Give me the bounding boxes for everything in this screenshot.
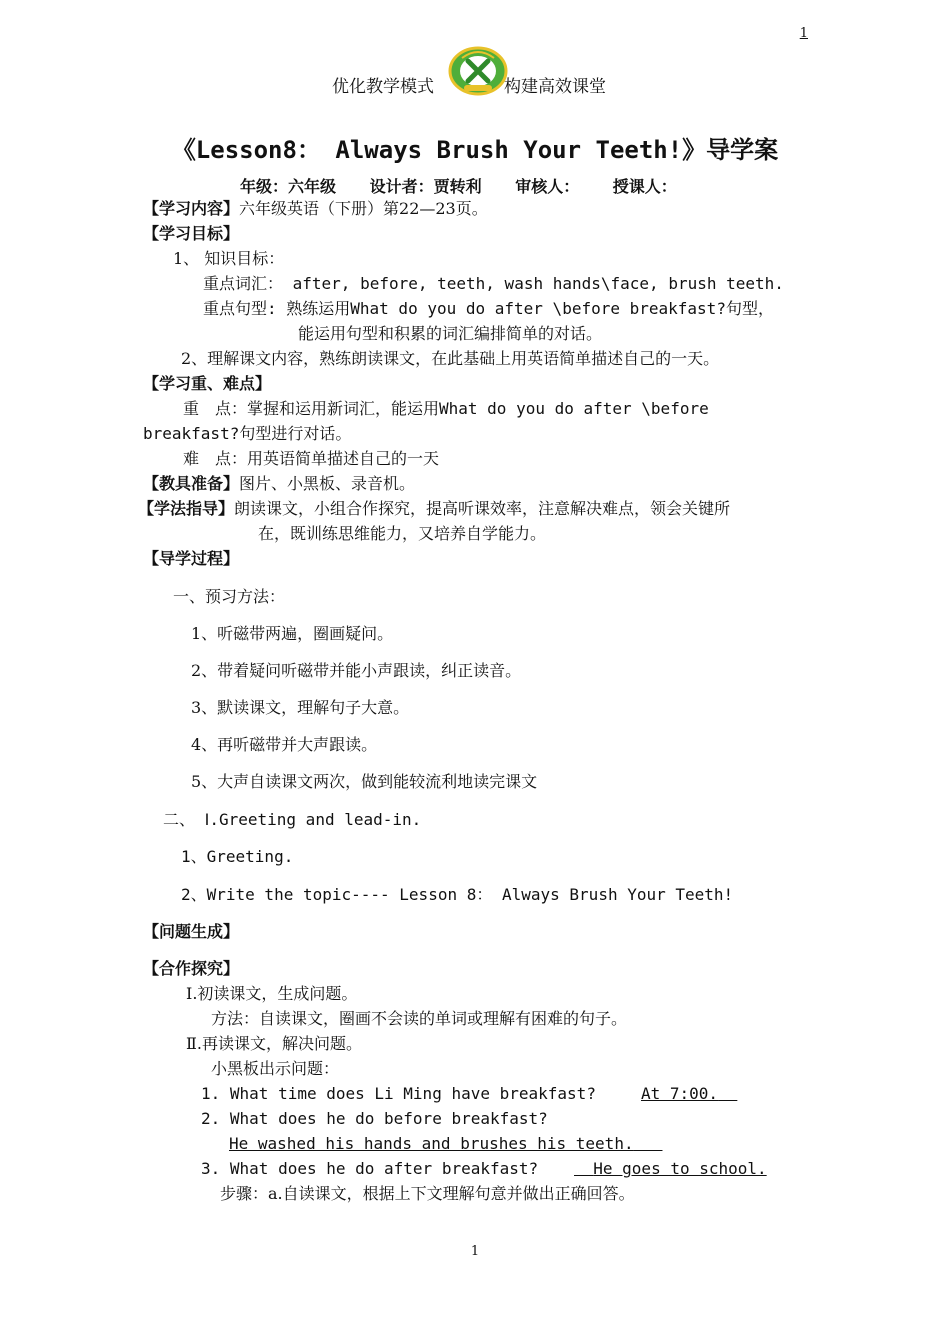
method-section: [138, 499, 730, 519]
question-3: 3. What does he do after breakfast?: [201, 1159, 539, 1178]
part2-title: 二、 Ⅰ.Greeting and lead-in.: [163, 810, 422, 829]
reviewer-label: 审核人：: [515, 177, 580, 196]
inquiry-step-1-method: 方法：自读课文，圈画不会读的单词或理解有困难的句子。: [211, 1009, 628, 1028]
difficult-point: 难 点：用英语简单描述自己的一天: [183, 449, 440, 468]
process-label: 【导学过程】: [143, 549, 240, 568]
method-text-2: 在，既训练思维能力，又培养自学能力。: [258, 524, 547, 543]
goals-vocab: 重点词汇： after, before, teeth, wash hands\face, brush teeth.: [203, 274, 784, 293]
content-text: 六年级英语（下册）第22—23页。: [239, 199, 488, 218]
goals-label: 【学习目标】: [143, 224, 240, 243]
goals-sentence1: 重点句型: 熟练运用What do you do after \before breakfast?句型，: [203, 299, 774, 318]
inquiry-step-2: Ⅱ.再读课文，解决问题。: [186, 1034, 362, 1053]
preview-step-1: 1、听磁带两遍，圈画疑问。: [191, 624, 394, 643]
materials-section: [143, 474, 415, 494]
topic-line: 2、Write the topic---- Lesson 8： Always Brush Your Teeth!: [181, 885, 734, 904]
preview-title: 一、预习方法：: [173, 587, 286, 606]
answer-1-text: At 7:00.: [641, 1084, 719, 1103]
content-label: 【学习内容】: [143, 199, 240, 218]
question-1: 1. What time does Li Ming have breakfast?: [201, 1084, 596, 1103]
goals-sentence2: 能运用句型和积累的词汇编排简单的对话。: [298, 324, 603, 343]
header-left-text: 优化教学模式: [332, 77, 434, 97]
method-text-1: 朗读课文，小组合作探究，提高听课效率，注意解决难点，领会关键所: [234, 499, 731, 518]
answer-2: [229, 1134, 662, 1154]
key-point-1: 重 点：掌握和运用新词汇，能运用What do you do after \before: [183, 399, 709, 418]
answer-2-text: He washed his hands and brushes his teeth.: [229, 1134, 634, 1153]
greeting-line: 1、Greeting.: [181, 847, 294, 866]
school-logo-icon: [448, 46, 508, 96]
key-point-2: breakfast?句型进行对话。: [143, 424, 352, 443]
teacher-label: 授课人：: [612, 177, 677, 196]
preview-step-4: 4、再听磁带并大声跟读。: [191, 735, 378, 754]
answer-1: [641, 1084, 737, 1104]
method-label: 【学法指导】: [138, 499, 235, 518]
preview-step-3: 3、默读课文，理解句子大意。: [191, 698, 410, 717]
content-section: [143, 199, 488, 219]
answer-3: [574, 1159, 767, 1179]
grade-label: 年级：六年级: [240, 177, 337, 196]
question-2: 2. What does he do before breakfast?: [201, 1109, 548, 1128]
goals-item2: 2、理解课文内容，熟练朗读课文，在此基础上用英语简单描述自己的一天。: [181, 349, 720, 368]
preview-step-2: 2、带着疑问听磁带并能小声跟读，纠正读音。: [191, 661, 522, 680]
preview-step-5: 5、大声自读课文两次，做到能较流利地读完课文: [191, 772, 538, 791]
goals-item1: 1、 知识目标：: [173, 249, 285, 268]
inquiry-step-1: Ⅰ.初读课文，生成问题。: [186, 984, 358, 1003]
procedure-line: 步骤：a.自读课文，根据上下文理解句意并做出正确回答。: [220, 1184, 635, 1203]
header-right-text: 构建高效课堂: [504, 77, 606, 97]
key-points-label: 【学习重、难点】: [143, 374, 272, 393]
page-number-top: 1: [799, 26, 808, 41]
inquiry-label: 【合作探究】: [143, 959, 240, 978]
answer-3-text: He goes to school.: [593, 1159, 767, 1178]
questions-label: 【问题生成】: [143, 922, 240, 941]
page-number-bottom: 1: [470, 1244, 480, 1259]
materials-text: 图片、小黑板、录音机。: [239, 474, 416, 493]
meta-line: [240, 174, 705, 197]
designer-label: 设计者：贾转利: [369, 177, 482, 196]
document-title: 《Lesson8： Always Brush Your Teeth!》导学案: [171, 136, 779, 164]
materials-label: 【教具准备】: [143, 474, 240, 493]
board-label: 小黑板出示问题：: [211, 1059, 340, 1078]
